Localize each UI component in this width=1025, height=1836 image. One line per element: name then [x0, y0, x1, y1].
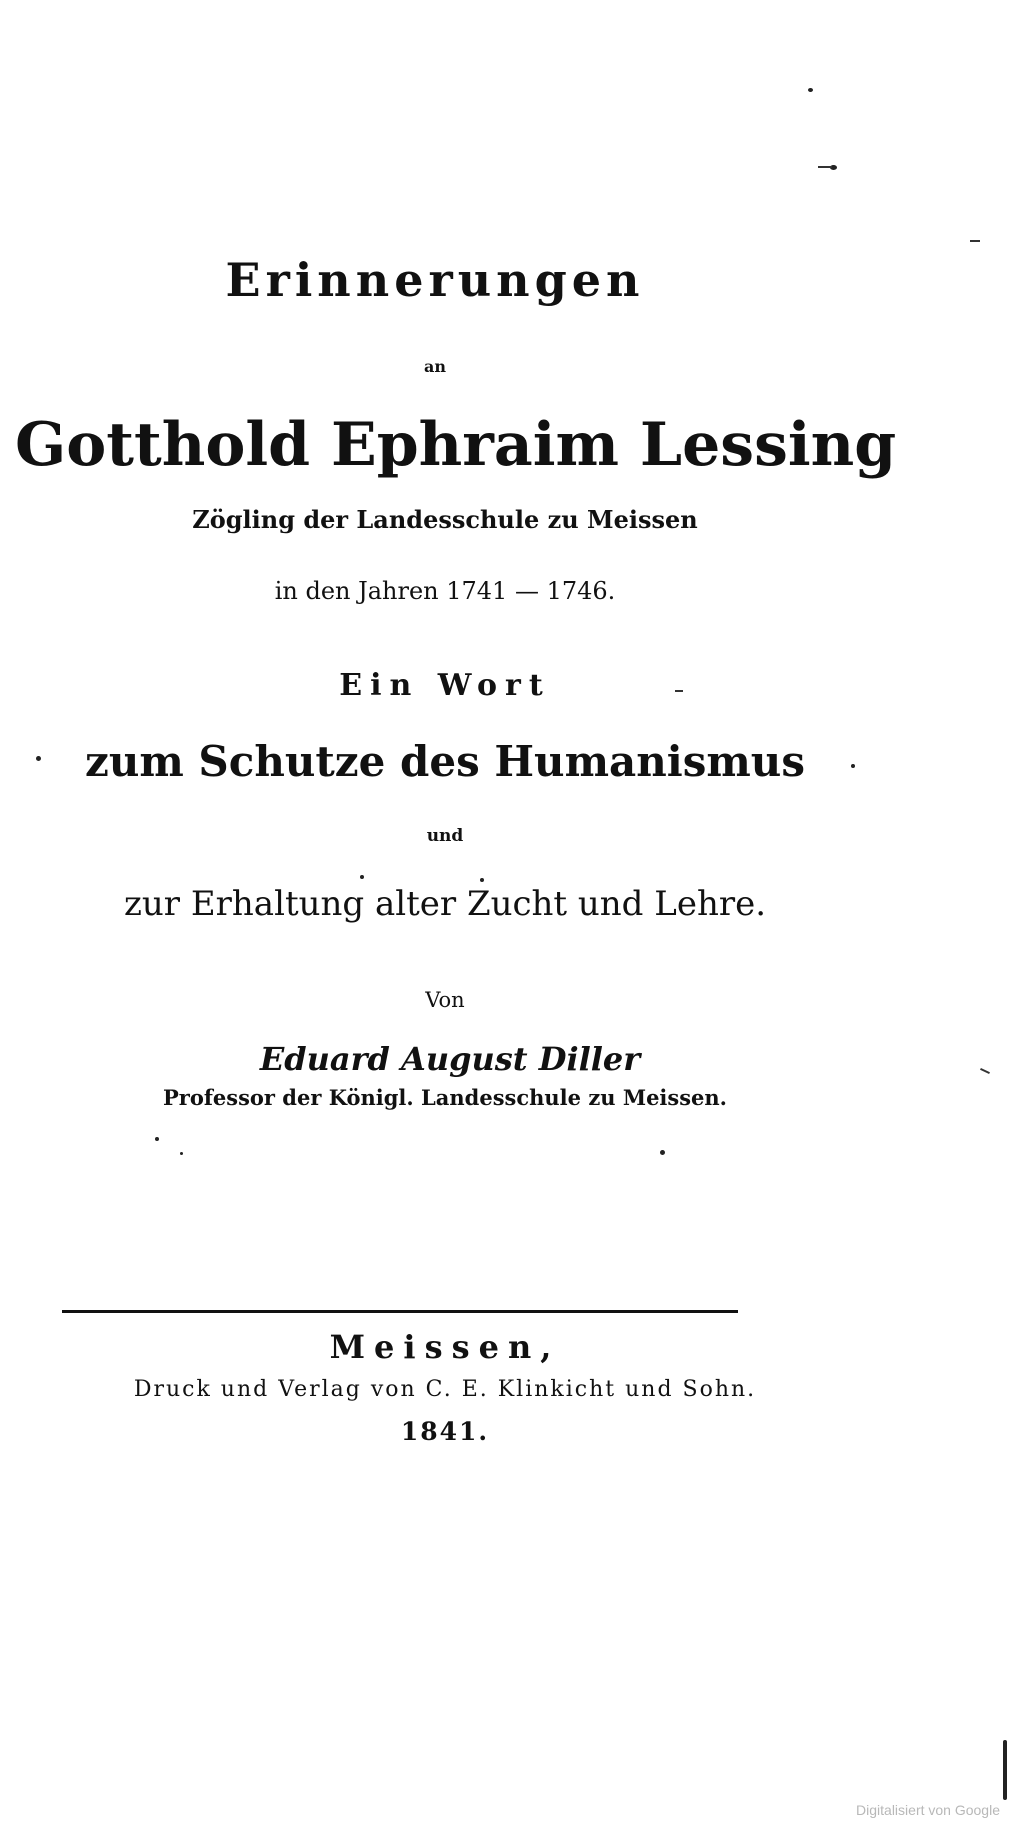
subject-years: in den Jahren 1741 — 1746.	[274, 577, 616, 605]
divider-rule	[62, 1310, 738, 1313]
scan-speck	[36, 756, 41, 761]
scan-speck	[480, 878, 484, 882]
preposition-von: Von	[425, 988, 465, 1012]
scan-speck	[675, 690, 683, 692]
publication-year: 1841.	[400, 1417, 490, 1446]
author-title: Professor der Königl. Landesschule zu Meissen.	[162, 1085, 727, 1110]
scan-speck	[970, 240, 980, 242]
subtitle-humanismus: zum Schutze des Humanismus	[84, 737, 805, 786]
scan-speck	[851, 764, 855, 768]
subject-name: Gotthold Ephraim Lessing	[15, 410, 897, 480]
scan-speck	[1003, 1740, 1007, 1800]
subject-description: Zögling der Landesschule zu Meissen	[192, 505, 698, 534]
subtitle-ein-wort: Ein Wort	[339, 668, 551, 703]
publisher-line: Druck und Verlag von C. E. Klinkicht und Sohn.	[133, 1377, 757, 1402]
scan-speck	[155, 1137, 159, 1141]
scan-speck	[180, 1152, 183, 1155]
scan-speck	[808, 88, 813, 92]
scan-speck	[360, 875, 364, 879]
preposition-an: an	[424, 357, 446, 376]
book-title: Erinnerungen	[225, 253, 645, 307]
publication-place: Meissen,	[329, 1328, 561, 1366]
author-name: Eduard August Diller	[259, 1040, 641, 1078]
scan-speck	[818, 166, 832, 168]
subtitle-erhaltung: zur Erhaltung alter Zucht und Lehre.	[123, 884, 767, 924]
digitization-watermark: Digitalisiert von Google	[856, 1802, 1000, 1818]
scan-speck	[660, 1150, 665, 1155]
conjunction-und: und	[426, 826, 464, 846]
scan-speck	[980, 1068, 990, 1074]
